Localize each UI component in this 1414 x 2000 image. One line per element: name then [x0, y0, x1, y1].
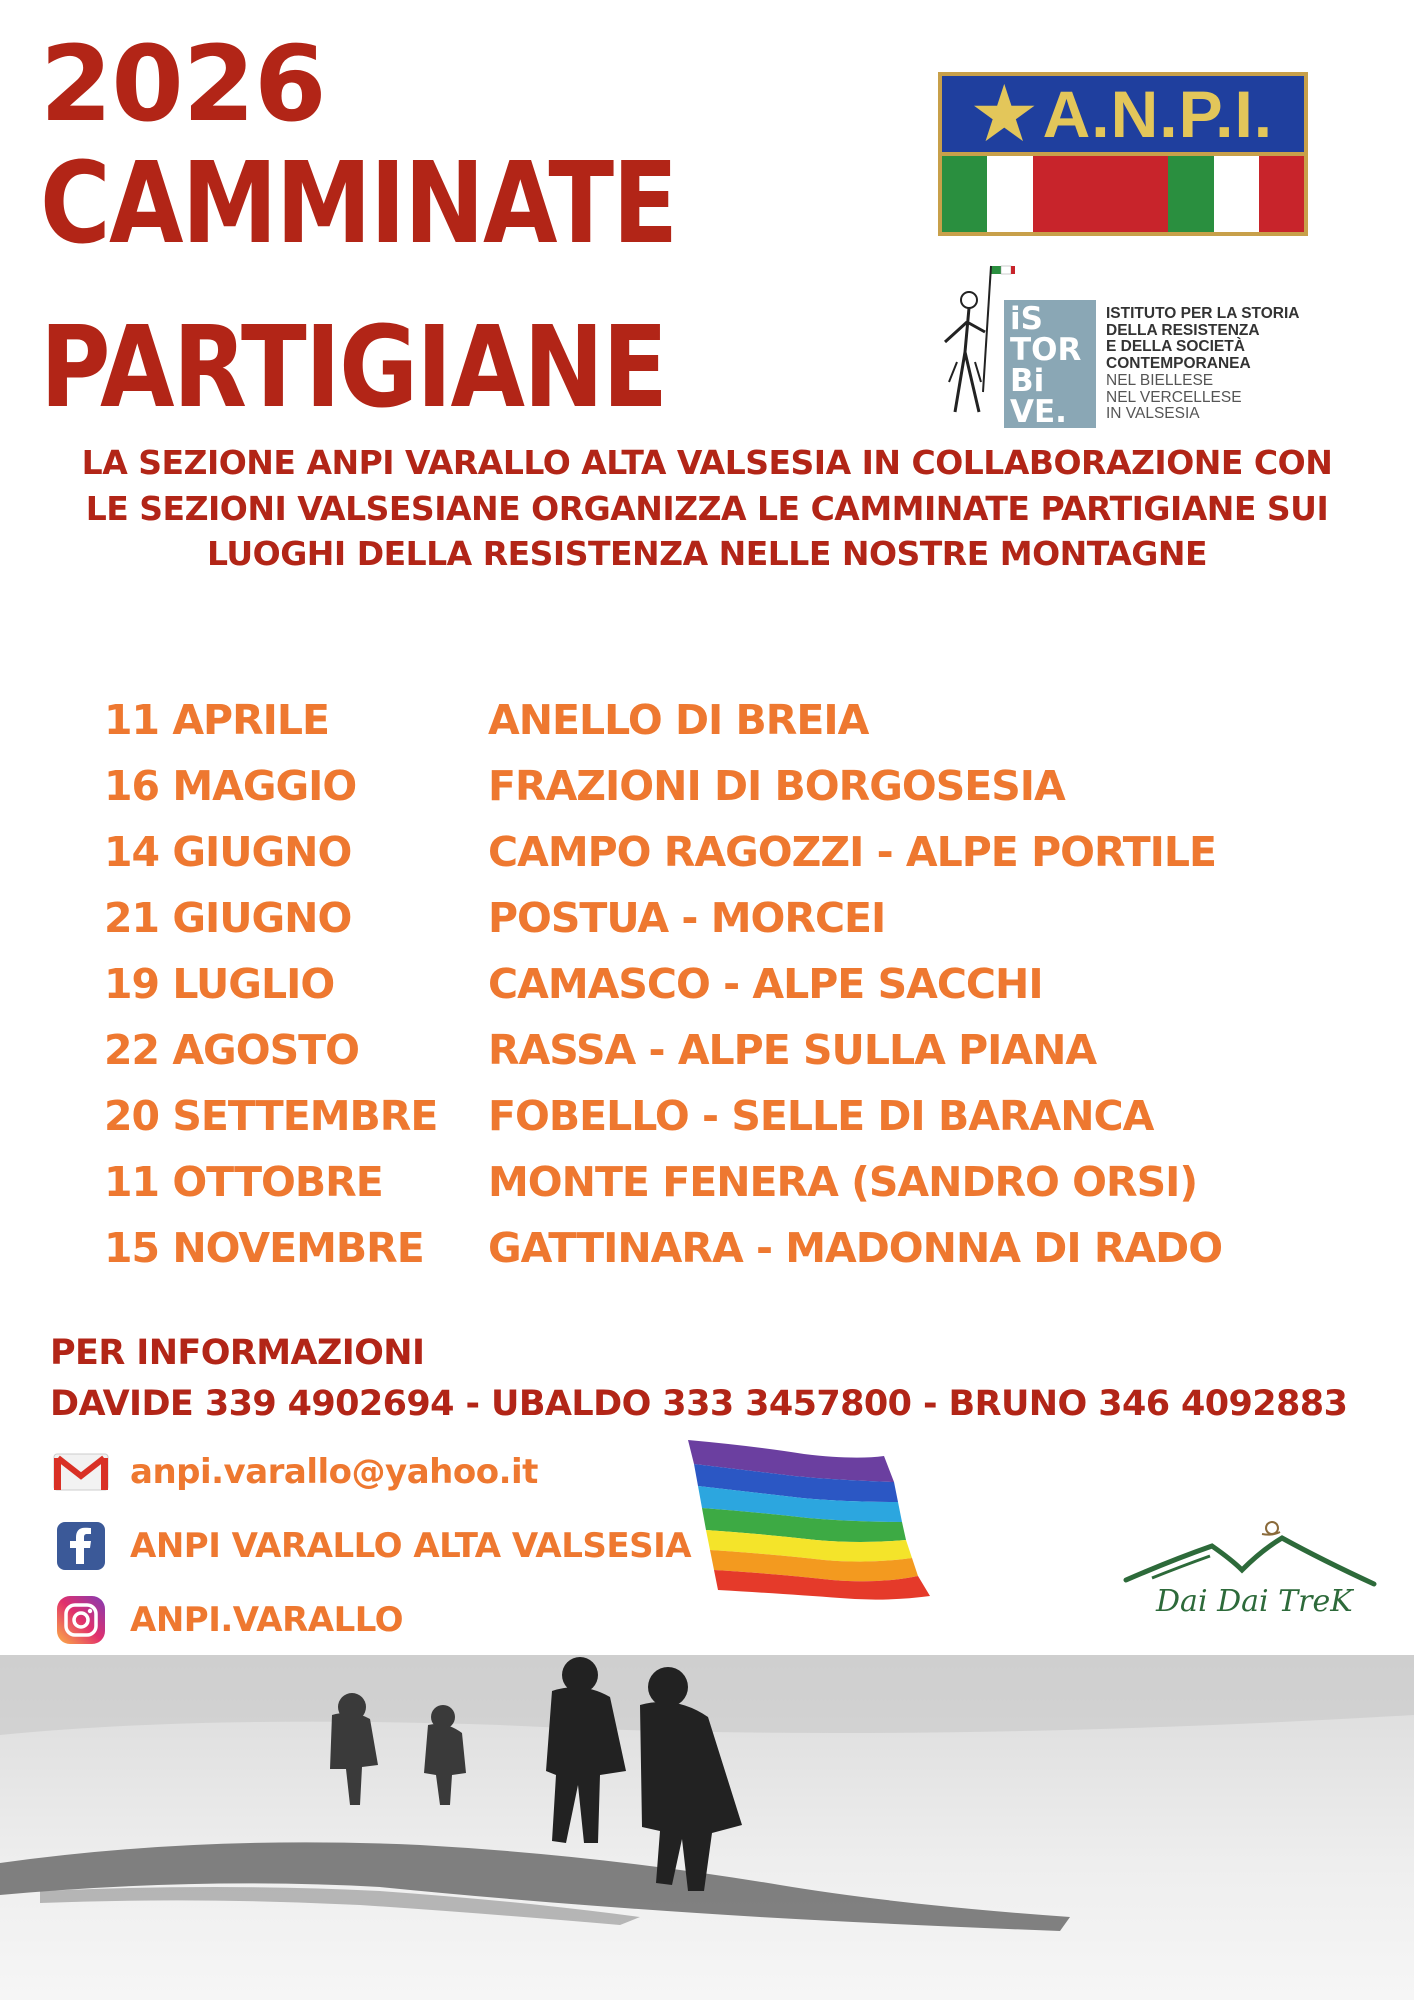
walk-schedule: [100, 696, 1340, 1290]
schedule-date: 20 SETTEMBRE: [104, 1092, 438, 1140]
title-line-1: CAMMINATE: [40, 139, 677, 269]
instagram-contact[interactable]: [52, 1594, 403, 1646]
schedule-place: ANELLO DI BREIA: [488, 696, 869, 744]
schedule-place: GATTINARA - MADONNA DI RADO: [488, 1224, 1223, 1272]
facebook-icon: [52, 1521, 110, 1571]
istorbive-box-line: iS: [1010, 301, 1043, 337]
schedule-place: CAMPO RAGOZZI - ALPE PORTILE: [488, 828, 1217, 876]
schedule-date: 16 MAGGIO: [104, 762, 357, 810]
istorbive-box-line: Bi: [1010, 363, 1045, 399]
istorbive-text-line: E DELLA SOCIETÀ: [1106, 338, 1245, 356]
schedule-date: 11 OTTOBRE: [104, 1158, 383, 1206]
schedule-row: [100, 1158, 1340, 1224]
istorbive-text-line: IN VALSESIA: [1106, 405, 1200, 423]
partisans-snow-photo: [0, 1655, 1414, 2000]
intro-text: [36, 440, 1378, 577]
schedule-row: [100, 762, 1340, 828]
dai-dai-trek-text: Dai Dai TreK: [1156, 1584, 1353, 1619]
schedule-row: [100, 828, 1340, 894]
title-year: 2026: [40, 23, 326, 145]
intro-line: LUOGHI DELLA RESISTENZA NELLE NOSTRE MONTAGNE: [207, 534, 1207, 574]
schedule-date: 19 LUGLIO: [104, 960, 335, 1008]
instagram-icon: [52, 1595, 110, 1645]
schedule-row: [100, 1224, 1340, 1290]
email-link[interactable]: anpi.varallo@yahoo.it: [130, 1452, 538, 1492]
schedule-row: [100, 1092, 1340, 1158]
italian-flag-stripes: [942, 156, 1304, 232]
istorbive-box-line: VE.: [1010, 394, 1067, 430]
schedule-place: FRAZIONI DI BORGOSESIA: [488, 762, 1065, 810]
istorbive-text-line: NEL BIELLESE: [1106, 371, 1214, 389]
schedule-date: 21 GIUGNO: [104, 894, 352, 942]
facebook-contact[interactable]: [52, 1520, 691, 1572]
info-heading: PER INFORMAZIONI: [50, 1333, 425, 1373]
peace-flag-icon: [684, 1440, 944, 1600]
info-phones: DAVIDE 339 4902694 - UBALDO 333 3457800 - BRUNO 346 4092883: [50, 1383, 1348, 1424]
title-line-2: PARTIGIANE: [40, 303, 667, 433]
schedule-date: 11 APRILE: [104, 696, 330, 744]
star-icon: ★: [972, 75, 1037, 153]
schedule-place: RASSA - ALPE SULLA PIANA: [488, 1026, 1097, 1074]
schedule-place: FOBELLO - SELLE DI BARANCA: [488, 1092, 1154, 1140]
istorbive-text-line: DELLA RESISTENZA: [1106, 321, 1260, 339]
istorbive-text-line: CONTEMPORANEA: [1106, 355, 1251, 373]
schedule-row: [100, 1026, 1340, 1092]
gmail-icon: [52, 1447, 110, 1497]
schedule-row: [100, 894, 1340, 960]
schedule-date: 14 GIUGNO: [104, 828, 352, 876]
schedule-row: [100, 696, 1340, 762]
istorbive-logo-box: [1004, 300, 1096, 428]
schedule-place: POSTUA - MORCEI: [488, 894, 886, 942]
istorbive-text-line: NEL VERCELLESE: [1106, 388, 1242, 406]
intro-line: LA SEZIONE ANPI VARALLO ALTA VALSESIA IN COLLABORAZIONE CON: [81, 443, 1333, 482]
info-section: [50, 1328, 1347, 1430]
schedule-place: CAMASCO - ALPE SACCHI: [488, 960, 1043, 1008]
intro-line: LE SEZIONI VALSESIANE ORGANIZZA LE CAMMINATE PARTIGIANE SUI: [85, 488, 1329, 528]
schedule-date: 22 AGOSTO: [104, 1026, 359, 1074]
facebook-link[interactable]: ANPI VARALLO ALTA VALSESIA: [130, 1526, 692, 1566]
email-contact[interactable]: [52, 1446, 538, 1498]
schedule-place: MONTE FENERA (SANDRO ORSI): [488, 1158, 1198, 1206]
partisan-figure-icon: [935, 262, 1015, 432]
schedule-date: 15 NOVEMBRE: [104, 1224, 424, 1272]
instagram-link[interactable]: ANPI.VARALLO: [130, 1600, 404, 1640]
schedule-row: [100, 960, 1340, 1026]
istorbive-box-line: TOR: [1010, 332, 1082, 368]
istorbive-logo-text: [1106, 306, 1299, 423]
istorbive-text-line: ISTITUTO PER LA STORIA: [1106, 305, 1300, 322]
anpi-logo: [938, 72, 1308, 236]
anpi-logo-text: A.N.P.I.: [1042, 77, 1274, 151]
